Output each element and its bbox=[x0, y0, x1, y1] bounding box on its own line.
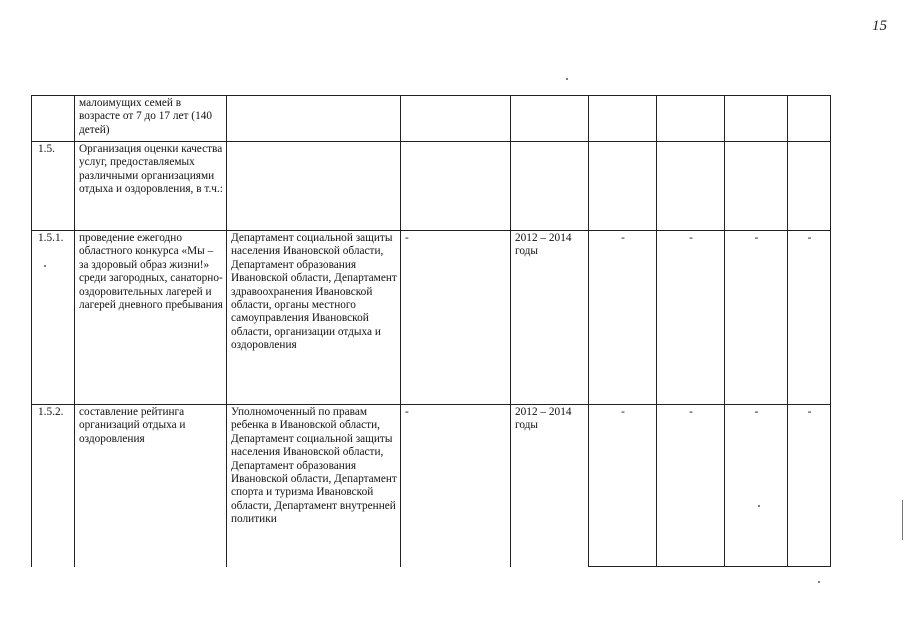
value-cell: - bbox=[589, 231, 657, 405]
cost-cell bbox=[401, 142, 511, 231]
value-cell bbox=[788, 96, 831, 142]
activity-title: Организация оценки качества услуг, предоставляемых различными организациями отдыха и оздоровления, в т.ч.: bbox=[75, 142, 227, 231]
activity-title: проведение ежегодно областного конкурса «Мы – за здоровый образ жизни!» среди загородных, санаторно-оздоровительных лагерей и лагерей дневного пребывания bbox=[75, 231, 227, 405]
cost-cell: - bbox=[401, 231, 511, 405]
row-number: 1.5.1. bbox=[32, 231, 75, 405]
scan-speck bbox=[758, 505, 760, 507]
period-cell: 2012 – 2014 годы bbox=[511, 231, 589, 405]
period-cell: 2012 – 2014 годы bbox=[511, 405, 589, 567]
scan-speck bbox=[566, 78, 568, 80]
table-row bbox=[32, 231, 831, 405]
program-activities-table bbox=[31, 95, 831, 567]
scan-edge-line bbox=[902, 500, 903, 540]
value-cell: - bbox=[788, 231, 831, 405]
table-row bbox=[32, 405, 831, 567]
value-cell: - bbox=[589, 405, 657, 567]
value-cell bbox=[725, 142, 788, 231]
value-cell: - bbox=[788, 405, 831, 567]
row-number: 1.5.2. bbox=[32, 405, 75, 567]
cost-cell: - bbox=[401, 405, 511, 567]
value-cell: - bbox=[725, 231, 788, 405]
value-cell bbox=[589, 142, 657, 231]
activity-title: составление рейтинга организаций отдыха и оздоровления bbox=[75, 405, 227, 567]
value-cell bbox=[788, 142, 831, 231]
cost-cell bbox=[401, 96, 511, 142]
activity-title: малоимущих семей в возрасте от 7 до 17 лет (140 детей) bbox=[75, 96, 227, 142]
period-cell bbox=[511, 142, 589, 231]
row-number: 1.5. bbox=[32, 142, 75, 231]
value-cell bbox=[725, 96, 788, 142]
executor-cell: Уполномоченный по правам ребенка в Ивановской области, Департамент социальной защиты населения Ивановской области, Департамент образования Ивановской области, Департамент спорта и туризма Ивановской области, Департамент внутренней политики bbox=[227, 405, 401, 567]
row-number bbox=[32, 96, 75, 142]
page-number: 15 bbox=[872, 18, 887, 34]
table-row bbox=[32, 142, 831, 231]
scan-speck bbox=[818, 581, 820, 583]
value-cell bbox=[657, 142, 725, 231]
scan-speck bbox=[44, 265, 46, 267]
value-cell: - bbox=[657, 231, 725, 405]
executor-cell bbox=[227, 142, 401, 231]
executor-cell bbox=[227, 96, 401, 142]
table-row bbox=[32, 96, 831, 142]
value-cell: - bbox=[725, 405, 788, 567]
value-cell: - bbox=[657, 405, 725, 567]
value-cell bbox=[589, 96, 657, 142]
executor-cell: Департамент социальной защиты населения Ивановской области, Департамент образования Ивановской области, Департамент здравоохранения Ивановской области, органы местного самоуправления Ивановской области, организации отдыха и оздоровления bbox=[227, 231, 401, 405]
period-cell bbox=[511, 96, 589, 142]
value-cell bbox=[657, 96, 725, 142]
